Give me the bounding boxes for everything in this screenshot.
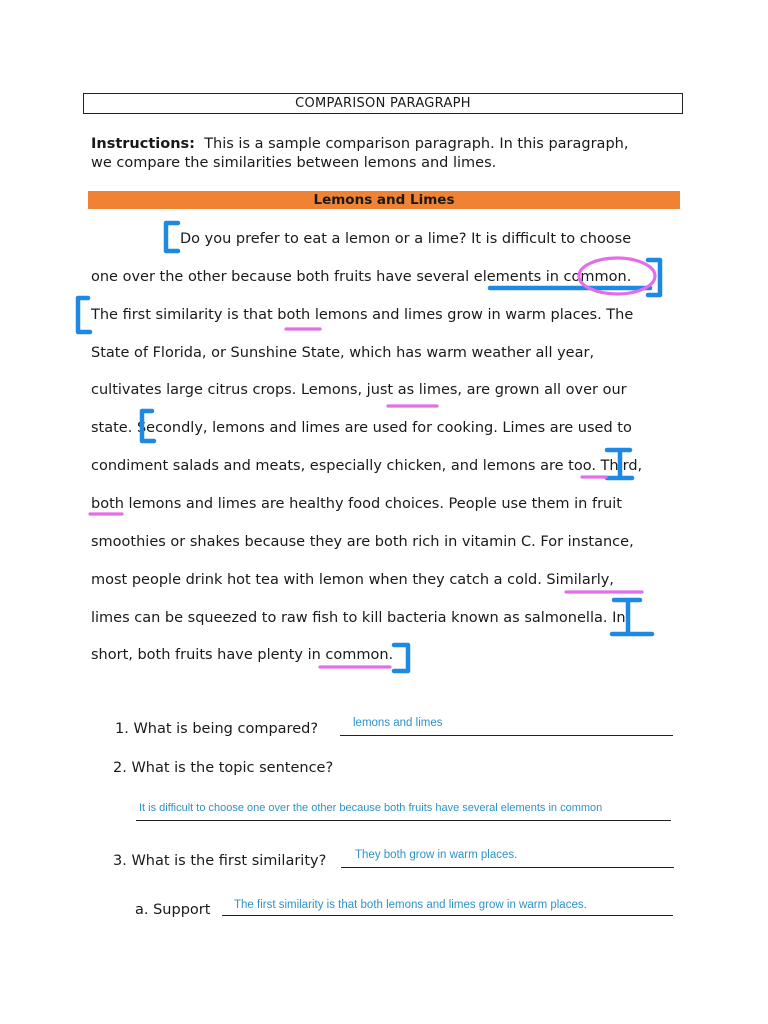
paragraph-line: most people drink hot tea with lemon when they catch a cold. Similarly, (91, 572, 614, 588)
document-title: COMPARISON PARAGRAPH (83, 93, 683, 114)
paragraph-line: both lemons and limes are healthy food choices. People use them in fruit (91, 496, 622, 512)
instructions (91, 135, 681, 173)
instructions-line-1 (91, 135, 681, 154)
paragraph-line: cultivates large citrus crops. Lemons, just as limes, are grown all over our (91, 382, 627, 398)
paragraph-line: condiment salads and meats, especially chicken, and lemons are too. Third, (91, 458, 643, 474)
answer-line-3a (222, 915, 673, 916)
answer-line-1 (340, 735, 673, 736)
question-1: 1. What is being compared? (115, 721, 319, 737)
answer-3a: The first similarity is that both lemons and limes grow in warm places. (234, 899, 587, 911)
instructions-text-1: This is a sample comparison paragraph. In this paragraph, (204, 136, 629, 152)
paragraph-line: State of Florida, or Sunshine State, which has warm weather all year, (91, 345, 595, 361)
question-3: 3. What is the first similarity? (113, 853, 327, 869)
answer-line-3 (341, 867, 674, 868)
question-3a: a. Support (135, 902, 211, 918)
section-banner: Lemons and Limes (88, 191, 680, 209)
paragraph-line: limes can be squeezed to raw fish to kill bacteria known as salmonella. In (91, 610, 626, 626)
instructions-label: Instructions: (91, 136, 195, 152)
paragraph-line: smoothies or shakes because they are both rich in vitamin C. For instance, (91, 534, 634, 550)
paragraph-line: one over the other because both fruits have several elements in common. (91, 269, 632, 285)
open-bracket-mark (78, 298, 90, 332)
paragraph-line: The first similarity is that both lemons and limes grow in warm places. The (91, 307, 634, 323)
answer-3: They both grow in warm places. (355, 849, 518, 861)
paragraph-line: Do you prefer to eat a lemon or a lime? It is difficult to choose (180, 231, 632, 247)
paragraph-line: short, both fruits have plenty in common. (91, 647, 394, 663)
instructions-text-2: we compare the similarities between lemons and limes. (91, 155, 497, 171)
open-bracket-mark (166, 223, 178, 251)
answer-2: It is difficult to choose one over the other because both fruits have several elements in common (139, 802, 603, 814)
answer-1: lemons and limes (353, 717, 443, 729)
paragraph-line: state. Secondly, lemons and limes are used for cooking. Limes are used to (91, 420, 632, 436)
answer-line-2 (136, 820, 671, 821)
question-2: 2. What is the topic sentence? (113, 760, 334, 776)
